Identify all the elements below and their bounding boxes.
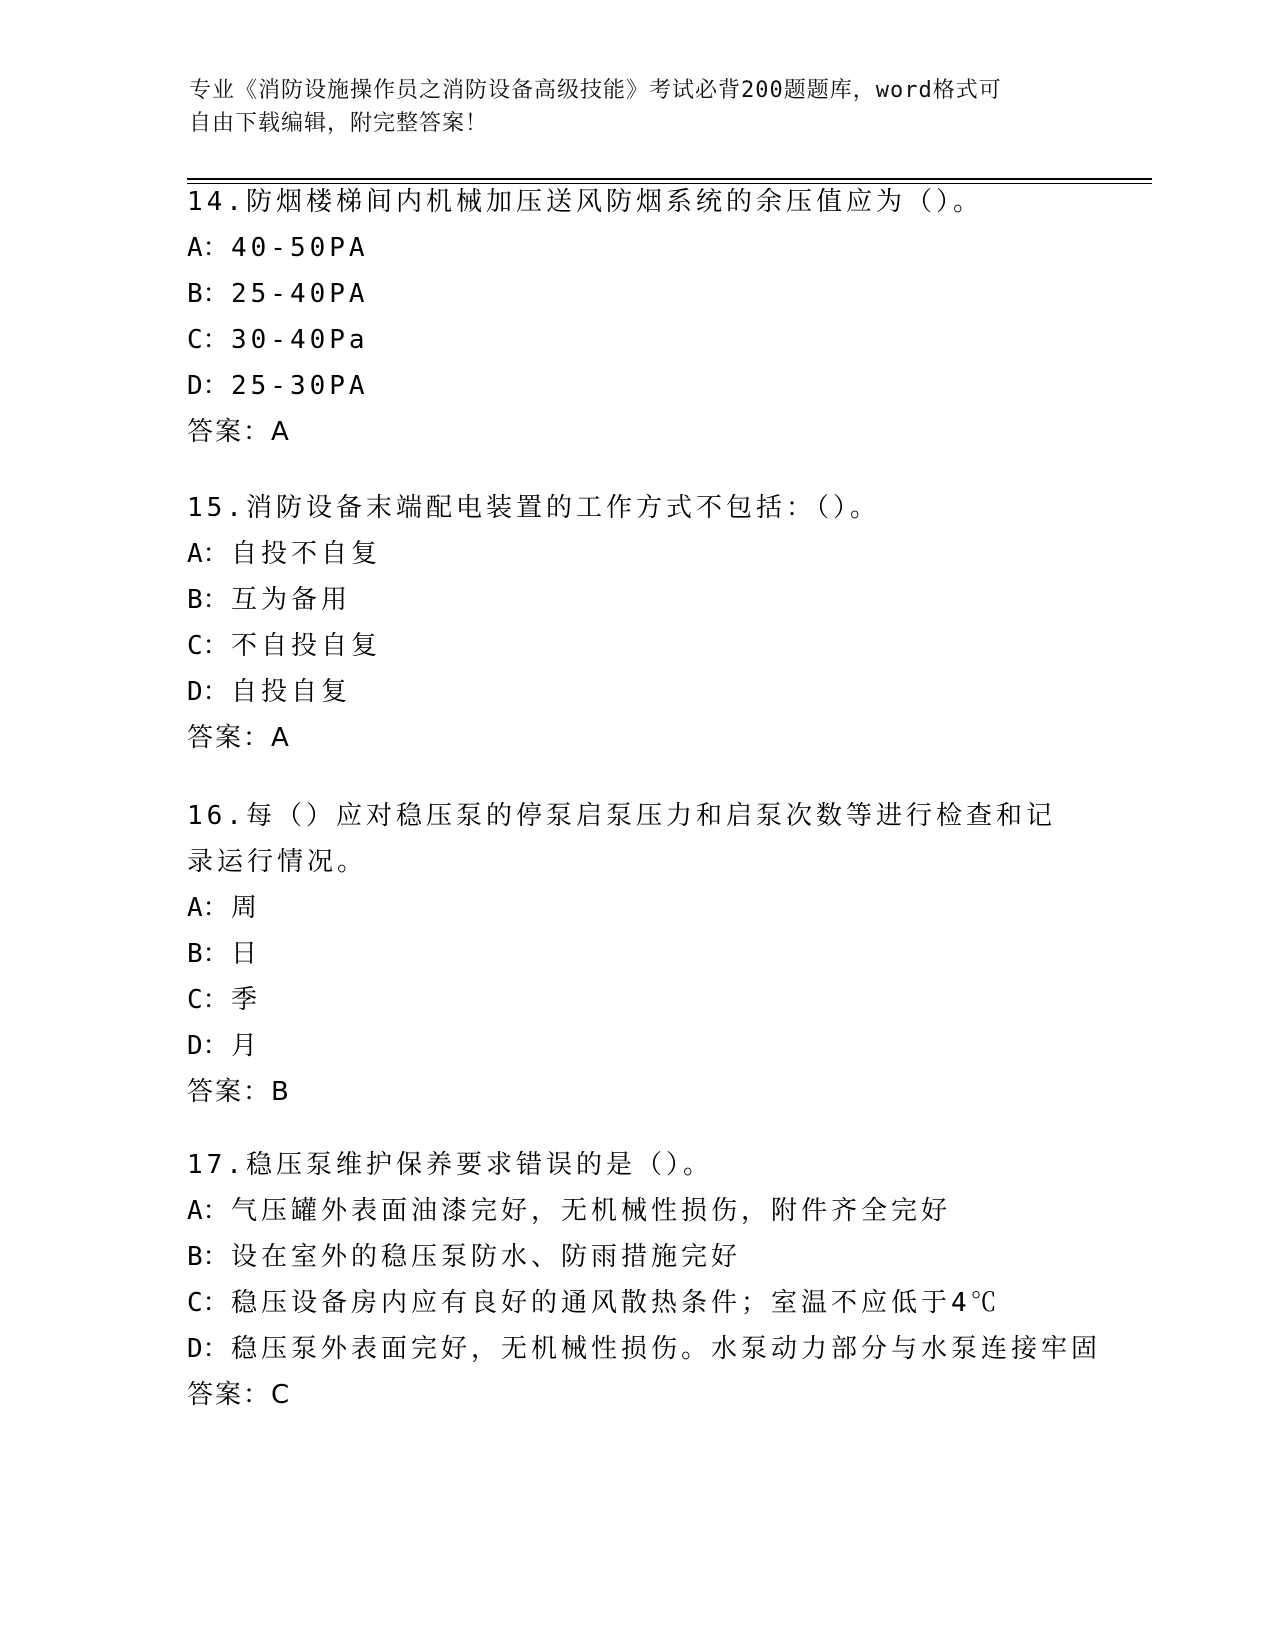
option-text: 稳压泵外表面完好，无机械性损伤。水泵动力部分与水泵连接牢固	[231, 1334, 1102, 1364]
option-label: B：	[187, 1242, 229, 1272]
answer-line	[187, 1069, 1067, 1115]
question-text: 16.每（）应对稳压泵的停泵启泵压力和启泵次数等进行检查和记录运行情况。	[187, 801, 1056, 877]
option-d	[187, 669, 1087, 715]
answer-value: B	[271, 1077, 290, 1107]
option-label: D：	[187, 1031, 229, 1061]
answer-value: A	[271, 417, 290, 447]
question-text: 17.稳压泵维护保养要求错误的是（）。	[187, 1150, 713, 1180]
option-b	[187, 931, 1067, 977]
option-c	[187, 1280, 1087, 1326]
answer-label: 答案：	[187, 723, 272, 753]
option-label: D：	[187, 677, 229, 707]
option-text: 设在室外的稳压泵防水、防雨措施完好	[231, 1242, 742, 1272]
option-label: A：	[187, 1196, 229, 1226]
option-d	[187, 1023, 1067, 1069]
option-label: B：	[187, 585, 229, 615]
option-label: A：	[187, 893, 229, 923]
answer-line	[187, 1372, 1087, 1418]
answer-label: 答案：	[187, 1380, 272, 1410]
option-text: 40-50PA	[231, 233, 369, 263]
option-a	[187, 225, 1087, 271]
question-block-16	[187, 793, 1067, 1115]
option-label: C：	[187, 985, 229, 1015]
option-text: 自投自复	[231, 677, 352, 707]
header-line-2: 自由下载编辑，附完整答案！	[189, 111, 489, 136]
option-label: A：	[187, 233, 229, 263]
option-label: A：	[187, 539, 229, 569]
question-text: 14.防烟楼梯间内机械加压送风防烟系统的余压值应为（）。	[187, 187, 983, 217]
option-c	[187, 317, 1087, 363]
option-label: B：	[187, 939, 229, 969]
option-a	[187, 531, 1087, 577]
answer-value: C	[271, 1380, 291, 1410]
question-text: 15.消防设备末端配电装置的工作方式不包括：（）。	[187, 493, 880, 523]
option-text: 30-40Pa	[231, 325, 369, 355]
option-text: 稳压设备房内应有良好的通风散热条件；室温不应低于4℃	[231, 1288, 1001, 1318]
option-b	[187, 1234, 1087, 1280]
option-a	[187, 1188, 1087, 1234]
answer-value: A	[271, 723, 290, 753]
answer-line	[187, 715, 1087, 761]
question-block-17	[187, 1142, 1102, 1418]
option-text: 周	[231, 893, 262, 923]
option-text: 日	[231, 939, 262, 969]
option-text: 不自投自复	[231, 631, 382, 661]
option-label: D：	[187, 371, 229, 401]
option-text: 25-40PA	[231, 279, 369, 309]
option-c	[187, 623, 1087, 669]
header-line-1: 专业《消防设施操作员之消防设备高级技能》考试必背200题题库，word格式可	[189, 78, 1002, 103]
option-text: 25-30PA	[231, 371, 369, 401]
option-b	[187, 577, 1087, 623]
option-text: 季	[231, 985, 262, 1015]
answer-line	[187, 409, 1087, 455]
option-text: 月	[231, 1031, 262, 1061]
option-d	[187, 1326, 1102, 1372]
option-label: D：	[187, 1334, 229, 1364]
option-c	[187, 977, 1067, 1023]
option-label: C：	[187, 325, 229, 355]
answer-label: 答案：	[187, 1077, 272, 1107]
option-text: 自投不自复	[231, 539, 382, 569]
answer-label: 答案：	[187, 417, 272, 447]
option-text: 互为备用	[231, 585, 352, 615]
option-label: C：	[187, 631, 229, 661]
question-block-14	[187, 179, 1087, 455]
document-header	[189, 74, 1089, 140]
option-label: C：	[187, 1288, 229, 1318]
option-d	[187, 363, 1087, 409]
option-b	[187, 271, 1087, 317]
question-block-15	[187, 485, 1087, 761]
option-a	[187, 885, 1067, 931]
option-text: 气压罐外表面油漆完好，无机械性损伤，附件齐全完好	[231, 1196, 952, 1226]
option-label: B：	[187, 279, 229, 309]
